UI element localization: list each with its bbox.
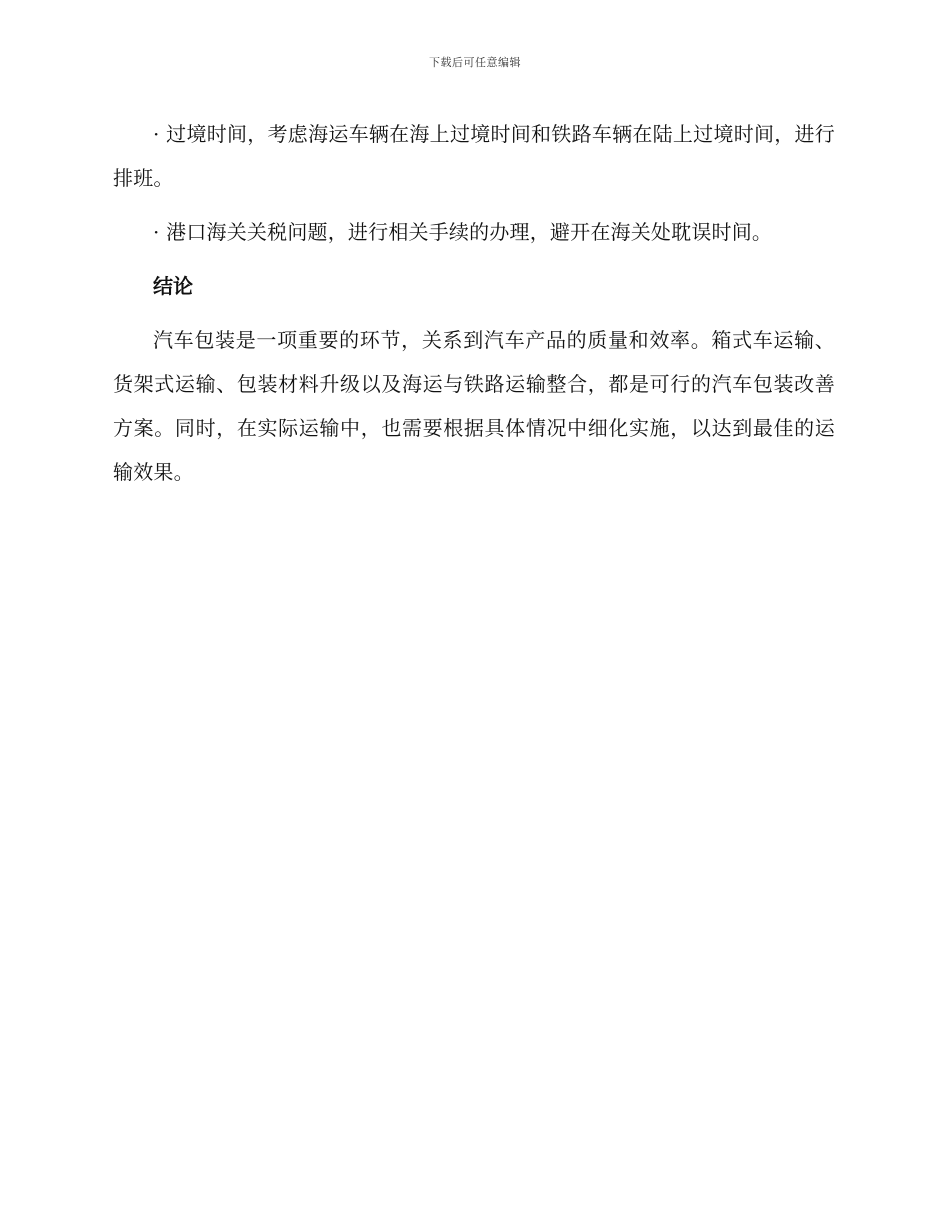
document-body — [113, 112, 835, 504]
bullet-customs: · 港口海关关税问题，进行相关手续的办理，避开在海关处耽误时间。 — [153, 220, 773, 244]
bullet-transit-time: · 过境时间，考虑海运车辆在海上过境时间和铁路车辆在陆上过境时间，进行排班。 — [113, 122, 835, 190]
page-header: 下载后可任意编辑 — [429, 56, 521, 69]
conclusion-heading: 结论 — [153, 274, 193, 298]
conclusion-paragraph: 汽车包装是一项重要的环节，关系到汽车产品的质量和效率。箱式车运输、货架式运输、包装材料升级以及海运与铁路运输整合，都是可行的汽车包装改善方案。同时，在实际运输中，也需要根据具体情况中细化实施，以达到最佳的运输效果。 — [113, 328, 835, 484]
